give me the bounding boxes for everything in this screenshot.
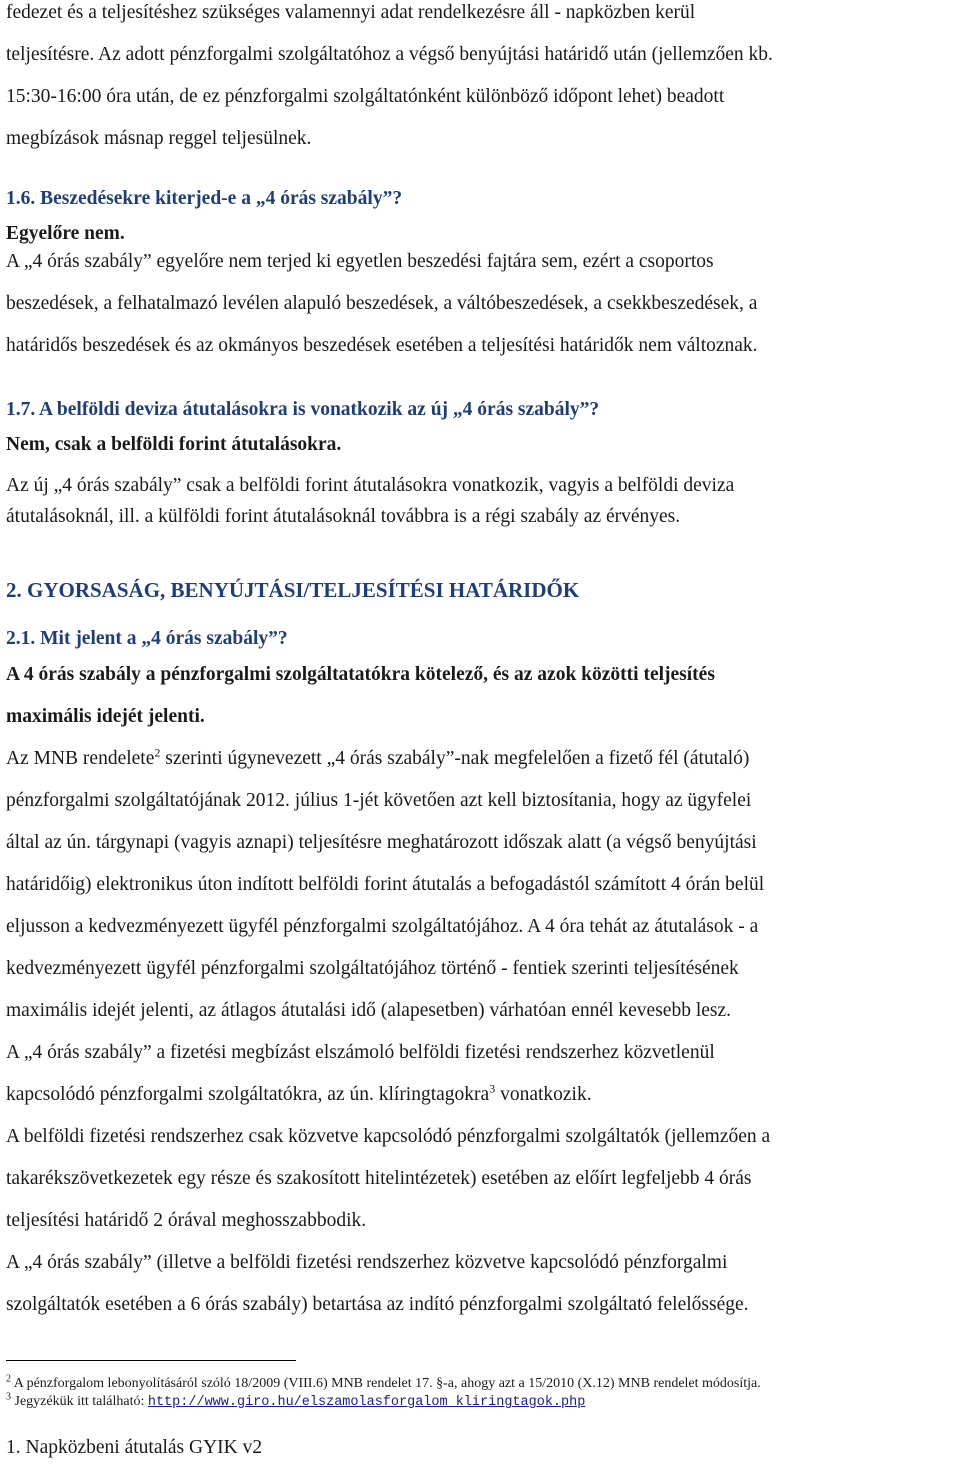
text-line: szolgáltatók esetében a 6 órás szabály) betartása az indító pénzforgalmi szolgáltató felelőssége.	[6, 1294, 749, 1315]
section-heading-2-1: 2.1. Mit jelent a „4 órás szabály”?	[6, 628, 288, 649]
footnote-2	[6, 1375, 946, 1393]
footnote-separator	[6, 1360, 296, 1361]
bold-statement-line: A 4 órás szabály a pénzforgalmi szolgáltatatókra kötelező, és az azok közötti teljesítés	[6, 664, 715, 685]
text-line: teljesítési határidő 2 órával meghosszabbodik.	[6, 1210, 367, 1231]
text-line: pénzforgalmi szolgáltatójának 2012. július 1-jét követően azt kell biztosítania, hogy az ügyfelei	[6, 790, 752, 811]
text-line: megbízások másnap reggel teljesülnek.	[6, 128, 312, 149]
text-line: kedvezményezett ügyfél pénzforgalmi szolgáltatójához történő - fentiek szerinti teljesítésének	[6, 958, 739, 979]
kliringtagok-link[interactable]: http://www.giro.hu/elszamolasforgalom_kliringtagok.php	[147, 1395, 586, 1410]
footnote-text: A pénzforgalom lebonyolításáról szóló 18/2009 (VIII.6) MNB rendelet 17. §-a, ahogy azt a 15/2010 (X.12) MNB rendelet módosítja.	[11, 1376, 761, 1391]
text-line: eljusson a kedvezményezett ügyfél pénzforgalmi szolgáltatójához. A 4 óra tehát az átutalások - a	[6, 916, 759, 937]
text-line: A „4 órás szabály” a fizetési megbízást elszámoló belföldi fizetési rendszerhez közvetlenül	[6, 1042, 715, 1063]
chapter-heading-2: 2. GYORSASÁG, BENYÚJTÁSI/TELJESÍTÉSI HATÁRIDŐK	[6, 578, 580, 602]
text-line	[6, 1074, 592, 1116]
page-footer: 1. Napközbeni átutalás GYIK v2	[6, 1437, 263, 1458]
text-run: szerinti úgynevezett „4 órás szabály”-nak megfelelően a fizető fél (átutaló)	[160, 748, 750, 769]
footnote-number: 3	[6, 1391, 11, 1403]
text-run: Az MNB rendelete	[6, 748, 155, 769]
text-line: Az új „4 órás szabály” csak a belföldi forint átutalásokra vonatkozik, vagyis a belföldi deviza	[6, 475, 735, 496]
footnote-3	[6, 1393, 946, 1412]
text-line: beszedések, a felhatalmazó levélen alapuló beszedések, a váltóbeszedések, a csekkbeszedések, a	[6, 293, 758, 314]
section-heading-1-7: 1.7. A belföldi deviza átutalásokra is vonatkozik az új „4 órás szabály”?	[6, 399, 600, 420]
text-run: kapcsolódó pénzforgalmi szolgáltatókra, az ún. klíringtagokra	[6, 1084, 490, 1105]
text-line: A „4 órás szabály” egyelőre nem terjed ki egyetlen beszedési fajtára sem, ezért a csoportos	[6, 251, 714, 272]
bold-statement-line: maximális idejét jelenti.	[6, 706, 205, 727]
footnote-text: Jegyzékük itt található:	[11, 1394, 148, 1409]
section-answer: Egyelőre nem.	[6, 223, 125, 244]
footnote-number: 2	[6, 1373, 11, 1385]
text-line: határidős beszedések és az okmányos beszedések esetében a teljesítési határidők nem változnak.	[6, 335, 758, 356]
text-line: határidőig) elektronikus úton indított belföldi forint átutalás a befogadástól számított 4 órán belül	[6, 874, 765, 895]
section-answer: Nem, csak a belföldi forint átutalásokra.	[6, 434, 342, 455]
text-line: maximális idejét jelenti, az átlagos átutalási idő (alapesetben) várhatóan ennél kevesebb lesz.	[6, 1000, 732, 1021]
text-line: teljesítésre. Az adott pénzforgalmi szolgáltatóhoz a végső benyújtási határidő után (jellemzően kb.	[6, 44, 773, 65]
footnote-ref-2[interactable]: 2	[154, 745, 161, 760]
text-line: 15:30-16:00 óra után, de ez pénzforgalmi szolgáltatónként különböző időpont lehet) beadott	[6, 86, 725, 107]
text-line: A belföldi fizetési rendszerhez csak közvetve kapcsolódó pénzforgalmi szolgáltatók (jellemzően a	[6, 1126, 771, 1147]
text-run: vonatkozik.	[495, 1084, 592, 1105]
section-heading-1-6: 1.6. Beszedésekre kiterjed-e a „4 órás szabály”?	[6, 188, 403, 209]
text-line: A „4 órás szabály” (illetve a belföldi fizetési rendszerhez közvetve kapcsolódó pénzforgalmi	[6, 1252, 728, 1273]
text-line: fedezet és a teljesítéshez szükséges valamennyi adat rendelkezésre áll - napközben kerül	[6, 2, 696, 23]
text-line: átutalásoknál, ill. a külföldi forint átutalásoknál továbbra is a régi szabály az érvényes.	[6, 506, 681, 527]
text-line: által az ún. tárgynapi (vagyis aznapi) teljesítésre meghatározott időszak alatt (a végső benyújtási	[6, 832, 757, 853]
footnote-ref-3[interactable]: 3	[489, 1081, 496, 1096]
text-line	[6, 738, 749, 780]
text-line: takarékszövetkezetek egy része és szakosított hitelintézetek) esetében az előírt legfeljebb 4 órás	[6, 1168, 752, 1189]
